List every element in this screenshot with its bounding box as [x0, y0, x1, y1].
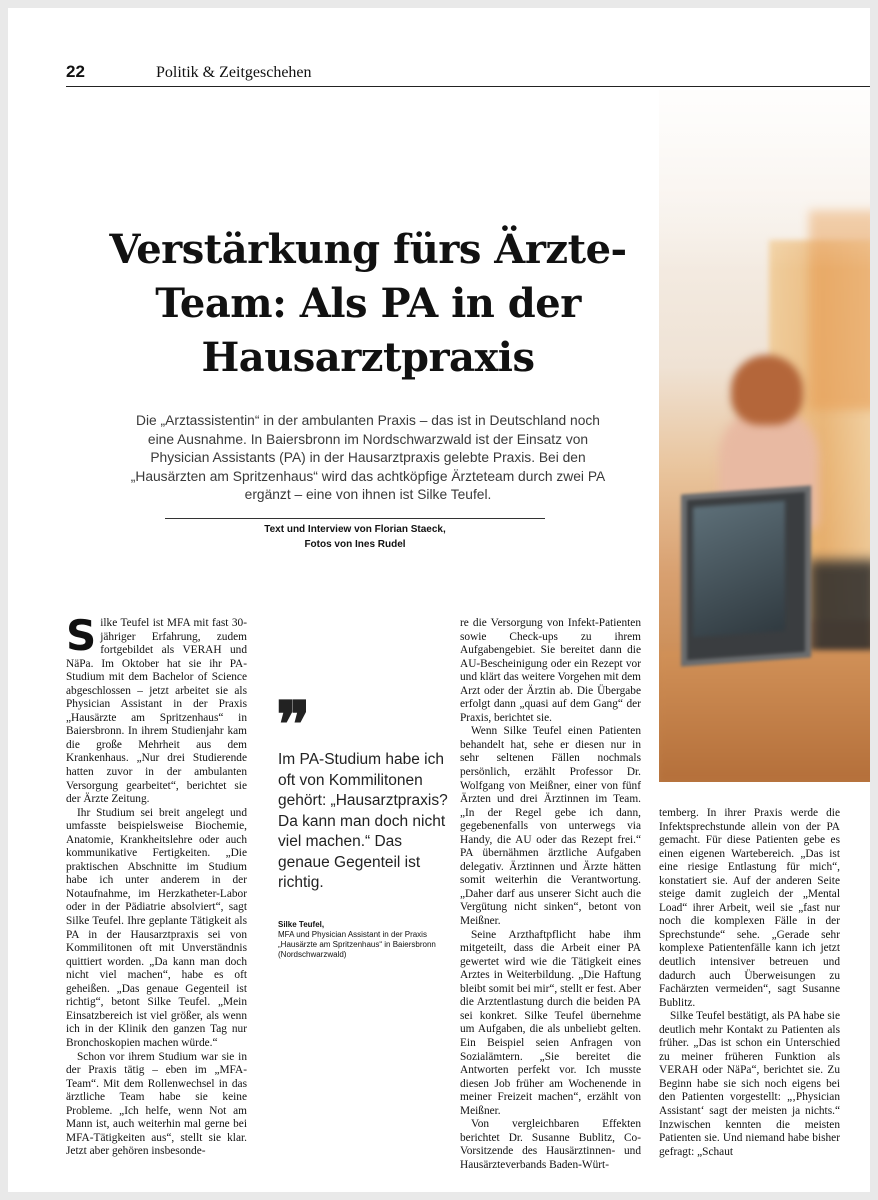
text-column-1	[66, 611, 247, 1167]
byline-rule	[165, 518, 545, 519]
article-lead: Die „Arztassistentin“ in der ambulanten Praxis – das ist in Deutschland noch eine Ausnahme. In Baiersbronn im Nordschwarzwald ist der Einsatz von Physician Assistants (PA) in der Hausarztpraxis gelebte Praxis. Bei den „Hausärzten am Spritzenhaus“ wird das achtköpfige Ärzteteam durch zwei PA ergänzt – eine von ihnen ist Silke Teufel.	[130, 413, 606, 502]
article-photo	[659, 90, 870, 782]
photo-desk	[659, 650, 870, 782]
text-column-3	[460, 617, 641, 1171]
drop-cap: S	[66, 611, 97, 660]
body-paragraph	[66, 611, 247, 807]
body-paragraph: Schon vor ihrem Studium war sie in der Praxis tätig – eben im „MFA-Team“. Mit dem Rollenwechsel in das ärztliche Team habe sie keine Probleme. „Ich helfe, wenn Not am Mann ist, auch weiterhin mal gerne bei MFA-Tätigkeiten aus“, stellt sie klar. Jetzt aber gehören insbesonde-	[66, 1050, 247, 1158]
author-credit: Text und Interview von Florian Staeck,	[264, 524, 446, 535]
pull-quote: Im PA-Studium habe ich oft von Kommilitonen gehört: „Hausarztpraxis? Da kann man doch nicht viel machen.“ Das genaue Gegenteil ist richtig.	[278, 751, 448, 891]
quote-attribution-role: MFA und Physician Assistant in der Praxis „Hausärzte am Spritzenhaus“ in Baiersbronn (Nordschwarzwald)	[278, 930, 436, 959]
byline	[165, 522, 545, 552]
quote-attribution-name: Silke Teufel,	[278, 920, 325, 929]
photo-monitor-screen	[693, 501, 785, 637]
section-label: Politik & Zeitgeschehen	[156, 64, 312, 81]
magazine-page	[8, 8, 870, 1192]
body-paragraph: temberg. In ihrer Praxis werde die Infektsprechstunde allein von der PA gemacht. Für diese Patienten gebe es einen eigenen Wartebereich. „Das ist eine riesige Entlastung für mich“, konstatiert sie. Auf der anderen Seite steige damit zugleich der „Mental Load“ ihrer Arbeit, weil sie „fast nur noch die komplexen Fälle in der Sprechstunde“ sehe. „Gerade sehr komplexe Patientenfälle kann ich jetzt deutlich intensiver betreuen und dadurch auch Überweisungen zu Fachärzten vermeiden“, sagt Susanne Bublitz.	[659, 807, 840, 1009]
quote-mark-icon: ❞	[276, 688, 311, 763]
body-paragraph: re die Versorgung von Infekt-Patienten sowie Check-ups zu ihrem Aufgabengebiet. Sie bereitet dann die AU-Bescheinigung oder ein Rezept vor und klärt das weitere Vorgehen mit dem Arzt oder der Ärztin ab. Die Übergabe erfolgt dann „quasi auf dem Gang“ der Praxis, berichtet sie.	[460, 617, 641, 724]
article-title: Verstärkung fürs Ärzte-Team: Als PA in der Hausarztpraxis	[109, 226, 627, 381]
page-header	[66, 56, 870, 87]
photo-person-hair	[731, 355, 803, 425]
photo-credit: Fotos von Ines Rudel	[304, 539, 406, 550]
body-paragraph: Von vergleichbaren Effekten berichtet Dr. Susanne Bublitz, Co-Vorsitzende des Hausärztinnen- und Hausärzteverbands Baden-Würt-	[460, 1118, 641, 1171]
photo-window-light	[659, 90, 870, 270]
body-paragraph: Seine Arzthaftpflicht habe ihm mitgeteilt, dass die Arbeit einer PA gewertet wird wie die Tätigkeit eines Arztes in Weiterbildung. „Die Haftung bleibt somit bei mir“, stellt er fest. Aber die Arztentlastung durch die beiden PA sei konkret. Silke Teufel übernehme um Aufgaben, die als unbeliebt gelten. Ein Beispiel seien Anfragen von Sozialämtern. „Sie bereitet die Antworten perfekt vor. Ich musste diesen Job früher am Wochenende in meiner Freizeit machen“, erzählt von Meißner.	[460, 928, 641, 1117]
body-paragraph: Ihr Studium sei breit angelegt und umfasste beispielsweise Biochemie, Anatomie, Krankheitslehre oder auch kommunikative Fertigkeiten. „Die praktischen Abschnitte im Studium habe ich unter anderem in der Notaufnahme, im Herzkatheter-Labor oder in der Pädiatrie absolviert“, sagt Silke Teufel. Ihre geplante Tätigkeit als PA in der Hausarztpraxis sei von Kommilitonen oft mit Unverständnis quittiert worden. „Da kann man doch nicht viel machen“, habe es oft geheißen. „Das genaue Gegenteil ist richtig“, betont Silke Teufel. „Mein Einsatzbereich ist viel größer, als wenn ich in der Klinik den ganzen Tag nur Bronchoskopien machen würde.“	[66, 806, 247, 1049]
text-column-4	[659, 807, 840, 1177]
body-text: ilke Teufel ist MFA mit fast 30-jähriger Erfahrung, zudem fortgebildet als VERAH und NäPa. Im Oktober hat sie ihr PA-Studium mit dem Bachelor of Science abgeschlossen – jetzt arbeitet sie als Physician Assistant in der Praxis „Hausärzte am Spritzenhaus“ in Baiersbronn. In ihrem Studienjahr kam die große Mehrheit aus dem Krankenhaus. „Nur drei Studierende hatten zuvor in der ambulanten Versorgung gearbeitet“, berichtet sie der Ärzte Zeitung.	[66, 617, 247, 806]
body-paragraph: Silke Teufel bestätigt, als PA habe sie deutlich mehr Kontakt zu Patienten als früher. „Das ist schon ein Unterschied zu meiner früheren Funktion als VERAH oder NäPa“, berichtet sie. Zu Beginn habe sie sich noch eigens bei den Patienten vorgestellt: „‚Physician Assistant‘ sagt der meisten ja nichts.“ Inzwischen kennten die meisten Patienten sie. Und niemand habe bisher gefragt: „Schaut	[659, 1010, 840, 1158]
body-paragraph: Wenn Silke Teufel einen Patienten behandelt hat, sehe er diesen nur in sehr seltenen Fällen nochmals persönlich, erzählt Professor Dr. Wolfgang von Meißner, einer von fünf Ärzten und drei Ärztinnen im Team. „In der Regel gebe ich dann, gegebenenfalls von unterwegs via Handy, die AU oder das Rezept frei.“ PA übernähmen ärztliche Aufgaben delegativ. Ärztinnen und Ärzte hätten somit weiterhin die Verantwortung. „Daher darf aus unserer Sicht auch die Vergütung nicht sinken“, betont von Meißner.	[460, 725, 641, 928]
page-number: 22	[66, 62, 85, 81]
